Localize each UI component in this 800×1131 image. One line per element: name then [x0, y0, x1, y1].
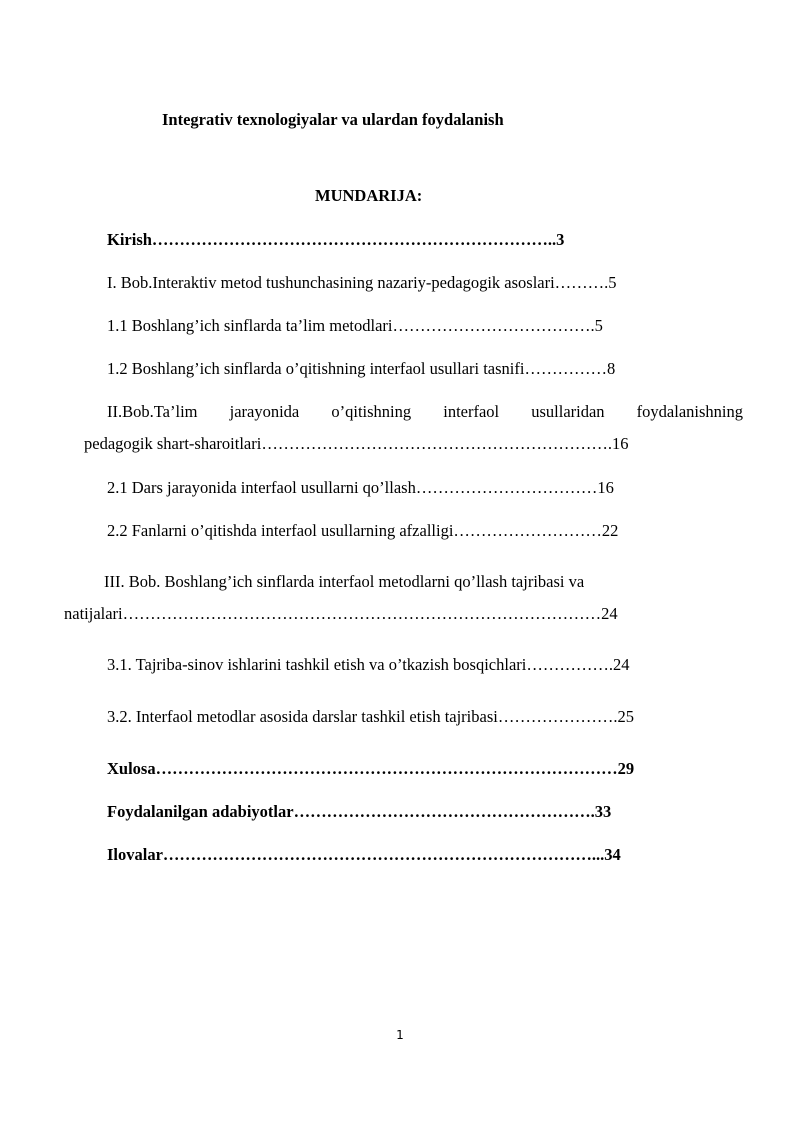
toc-entry-section-1-2: 1.2 Boshlang’ich sinflarda o’qitishning interfaol usullari tasnifi……………8 — [107, 359, 616, 378]
toc-entry-section-3-2: 3.2. Interfaol metodlar asosida darslar tashkil etish tajribasi………………….25 — [107, 707, 634, 726]
toc-entry-references: Foydalanilgan adabiyotlar……………………………………………….33 — [107, 802, 612, 821]
toc-entry-section-1-1: 1.1 Boshlang’ich sinflarda ta’lim metodlari……………………………….5 — [107, 316, 603, 335]
toc-entry-section-2-1: 2.1 Dars jarayonida interfaol usullarni qo’llash……………………………16 — [107, 478, 614, 497]
toc-entry-appendices: Ilovalar……………………………………………………………………...34 — [107, 845, 621, 864]
toc-entry-section-3-1: 3.1. Tajriba-sinov ishlarini tashkil etish va o’tkazish bosqichlari…………….24 — [107, 655, 630, 674]
page-number: 1 — [396, 1028, 404, 1042]
toc-entry-chapter-3-line-1: III. Bob. Boshlang’ich sinflarda interfaol metodlarni qo’llash tajribasi va — [104, 572, 585, 591]
toc-entry-chapter-3-line-2: natijalari……………………………………………………………………………24 — [64, 604, 618, 623]
toc-entry-section-2-2: 2.2 Fanlarni o’qitishda interfaol usullarning afzalligi………………………22 — [107, 521, 619, 540]
toc-entry-introduction: Kirish………………………………………………………………..3 — [107, 230, 565, 249]
document-title: Integrativ texnologiyalar va ulardan foydalanish — [162, 110, 504, 129]
toc-heading: MUNDARIJA: — [315, 186, 423, 205]
toc-entry-conclusion: Xulosa…………………………………………………………………………29 — [107, 759, 635, 778]
toc-entry-chapter-1: I. Bob.Interaktiv metod tushunchasining nazariy-pedagogik asoslari……….5 — [107, 273, 617, 292]
toc-entry-chapter-2-line-2: pedagogik shart-sharoitlari……………………………………………………….16 — [84, 434, 629, 453]
toc-entry-chapter-2-line-1: II.Bob.Ta’lim jarayonida o’qitishning interfaol usullaridan foydalanishning — [107, 402, 743, 421]
